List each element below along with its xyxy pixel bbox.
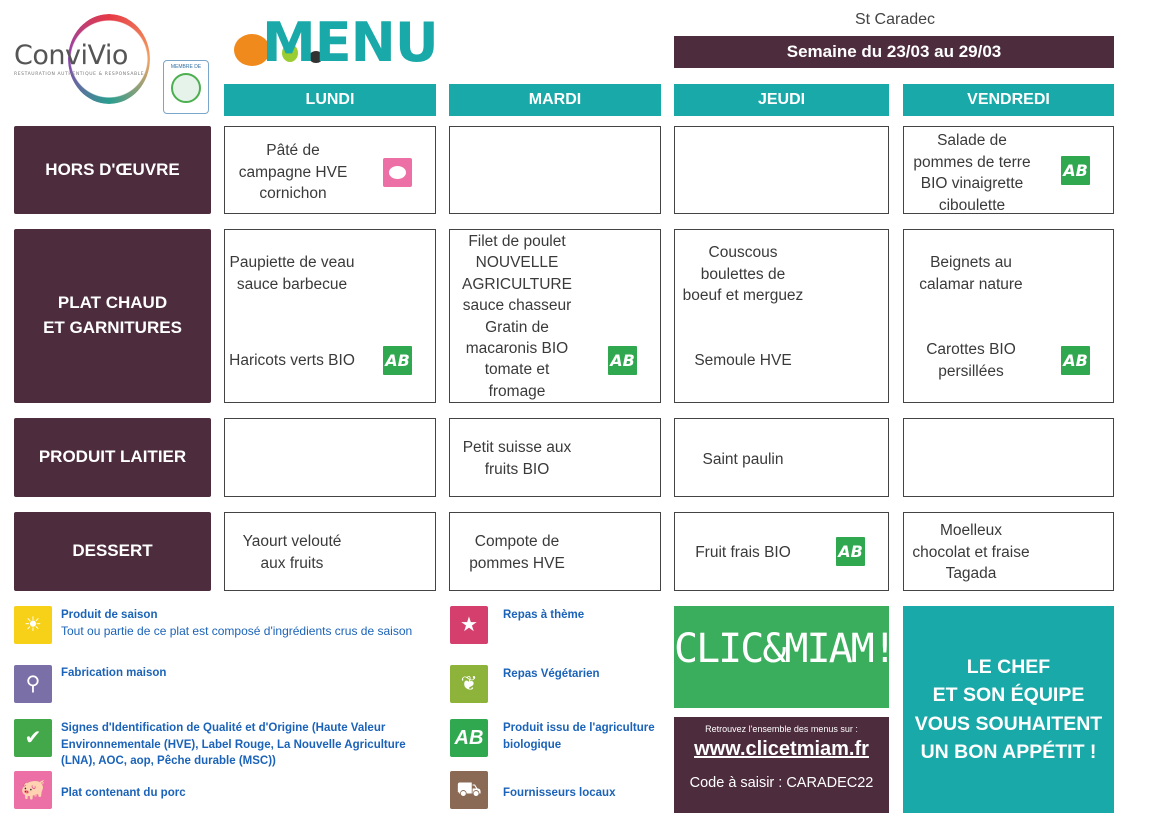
legend-vege: Repas Végétarien [503,668,600,680]
legend-saison-desc: Tout ou partie de ce plat est composé d'ingrédients crus de saison [61,624,413,638]
dish-text [904,130,1040,217]
tractor-icon: ⛟ [450,771,488,809]
clic-url-link[interactable]: www.clicetmiam.fr [694,738,869,760]
convivio-logo: ConviVio [14,40,128,71]
menu-cell-lundi-plat [224,229,436,403]
menu-cell-vendredi-hors-oeuvre [903,126,1114,214]
bio-icon: AB [1061,346,1090,375]
menu-cell-lundi-hors-oeuvre [224,126,436,214]
legend-line: Environnementale (HVE), Label Rouge, La Nouvelle Agriculture [61,738,406,751]
pork-icon [383,158,412,187]
dish-line: cornichon [259,185,327,203]
dish-line: Carottes BIO [926,341,1016,358]
clic-intro: Retrouvez l'ensemble des menus sur : [705,724,858,734]
dish-line: persillées [938,362,1004,380]
dish-line: Compote de [474,533,560,550]
menu-cell-jeudi-laitier [674,418,889,497]
menu-cell-vendredi-laitier [903,418,1114,497]
clicetmiam-info [674,717,889,813]
bio-legend-icon: AB [450,719,488,757]
category-label: HORS D'ŒUVRE [45,159,180,179]
dish-text [904,520,1038,585]
side-dish [904,339,1038,382]
menu-cell-mardi-laitier [449,418,661,497]
dish-line: pommes de terre [913,153,1031,171]
dish-line: AGRICULTURE [462,275,572,293]
side-dish: Semoule HVE [694,352,792,369]
category-label: DESSERT [72,541,153,561]
logo-tagline: RESTAURATION AUTHENTIQUE & RESPONSABLE [14,72,145,77]
legend-porc: Plat contenant du porc [61,787,186,799]
clicetmiam-logo: CLIC&MIAM! [674,606,889,708]
chef-line: ET SON ÉQUIPE [932,684,1085,707]
legend-line: biologique [503,738,562,751]
chef-line: LE CHEF [966,655,1051,678]
dish-line: Petit suisse aux [462,439,572,456]
dish-line: fruits BIO [484,460,550,478]
chef-line: UN BON APPÉTIT ! [920,740,1097,763]
dish-text [225,252,359,295]
bio-icon: AB [1061,156,1090,185]
legend-line: Produit issu de l'agriculture [503,722,655,734]
bio-icon: AB [608,346,637,375]
dish-text [225,531,359,574]
dish-line: NOUVELLE [475,254,559,272]
clic-code: Code à saisir : CARADEC22 [689,775,874,791]
bio-icon: AB [836,537,865,566]
menu-cell-mardi-hors-oeuvre [449,126,661,214]
week-banner: Semaine du 23/03 au 29/03 [674,36,1114,68]
category-hors-oeuvre [14,126,211,214]
legend-theme: Repas à thème [503,609,585,621]
category-label: ET GARNITURES [43,318,182,337]
menu-cell-jeudi-dessert [674,512,889,591]
menu-cell-mardi-plat [449,229,661,403]
dish-line: tomate et [484,361,550,379]
dish-text: Fruit frais BIO [695,544,791,561]
category-produit-laitier [14,418,211,497]
legend-maison: Fabrication maison [61,667,167,679]
side-dish: Haricots verts BIO [229,352,355,369]
dish-line: Moelleux [939,522,1003,539]
dish-line: campagne HVE [238,163,348,181]
menu-cell-vendredi-plat [903,229,1114,403]
dish-line: macaronis BIO [465,339,569,357]
dish-line: Gratin de [485,318,549,336]
dish-line: Filet de poulet [468,233,566,250]
dish-line: Tagada [945,565,997,583]
category-label: PRODUIT LAITIER [38,447,187,467]
dish-line: Couscous [708,244,778,261]
dish-text [904,252,1038,295]
badge-emblem-icon [171,73,201,103]
menu-cell-lundi-laitier [224,418,436,497]
legend-locaux: Fournisseurs locaux [503,787,616,799]
menu-cell-jeudi-hors-oeuvre [674,126,889,214]
legend-line: Signes d'Identification de Qualité et d'Origine (Haute Valeur [61,722,386,734]
dish-text [450,231,584,402]
day-header-jeudi: JEUDI [674,84,889,116]
dish-text: Saint paulin [702,451,784,468]
dish-line: chocolat et fraise [912,543,1030,561]
site-name: St Caradec [854,11,936,28]
dish-line: sauce chasseur [462,297,572,315]
dish-text [450,437,584,480]
dish-line: fromage [488,382,546,400]
dish-line: sauce barbecue [236,275,348,293]
category-plat-chaud [14,229,211,403]
legend-siqo [61,720,406,770]
dish-text [450,531,584,574]
day-header-mardi: MARDI [449,84,661,116]
bio-icon: AB [383,346,412,375]
dish-line: Salade de [937,132,1007,149]
day-header-vendredi: VENDREDI [903,84,1114,116]
dish-line: pommes HVE [469,554,565,572]
dish-line: BIO vinaigrette [920,175,1024,193]
dish-line: calamar nature [919,275,1023,293]
dish-line: Yaourt velouté [242,533,342,550]
dish-text [675,242,811,307]
dish-line: boulettes de [700,265,786,283]
menu-cell-jeudi-plat [674,229,889,403]
dish-line: Beignets au [930,254,1012,271]
member-badge [163,60,209,114]
menu-cell-vendredi-dessert [903,512,1114,591]
dish-text [225,140,361,205]
sun-icon: ☀ [14,606,52,644]
leaf-icon: ❦ [450,665,488,703]
day-header-lundi: LUNDI [224,84,436,116]
dish-line: Paupiette de veau [229,254,355,271]
dish-line: boeuf et merguez [682,287,804,305]
whisk-icon: ⚲ [14,665,52,703]
dish-line: ciboulette [938,197,1006,215]
legend-saison-title: Produit de saison [61,609,158,621]
pig-icon: 🐖 [14,771,52,809]
legend-bio [503,720,655,753]
category-dessert [14,512,211,591]
chef-line: VOUS SOUHAITENT [914,712,1103,735]
legend-line: (LNA), AOC, aop, Pêche durable (MSC)) [61,755,276,768]
badge-text: MEMBRE DE [170,64,202,70]
chef-message [903,606,1114,813]
menu-cell-mardi-dessert [449,512,661,591]
quality-check-icon: ✔ [14,719,52,757]
dish-line: Pâté de [266,142,320,159]
category-label: PLAT CHAUD [57,293,168,313]
star-icon: ★ [450,606,488,644]
dish-line: aux fruits [260,554,324,572]
page-title: MENU [262,11,438,74]
menu-cell-lundi-dessert [224,512,436,591]
